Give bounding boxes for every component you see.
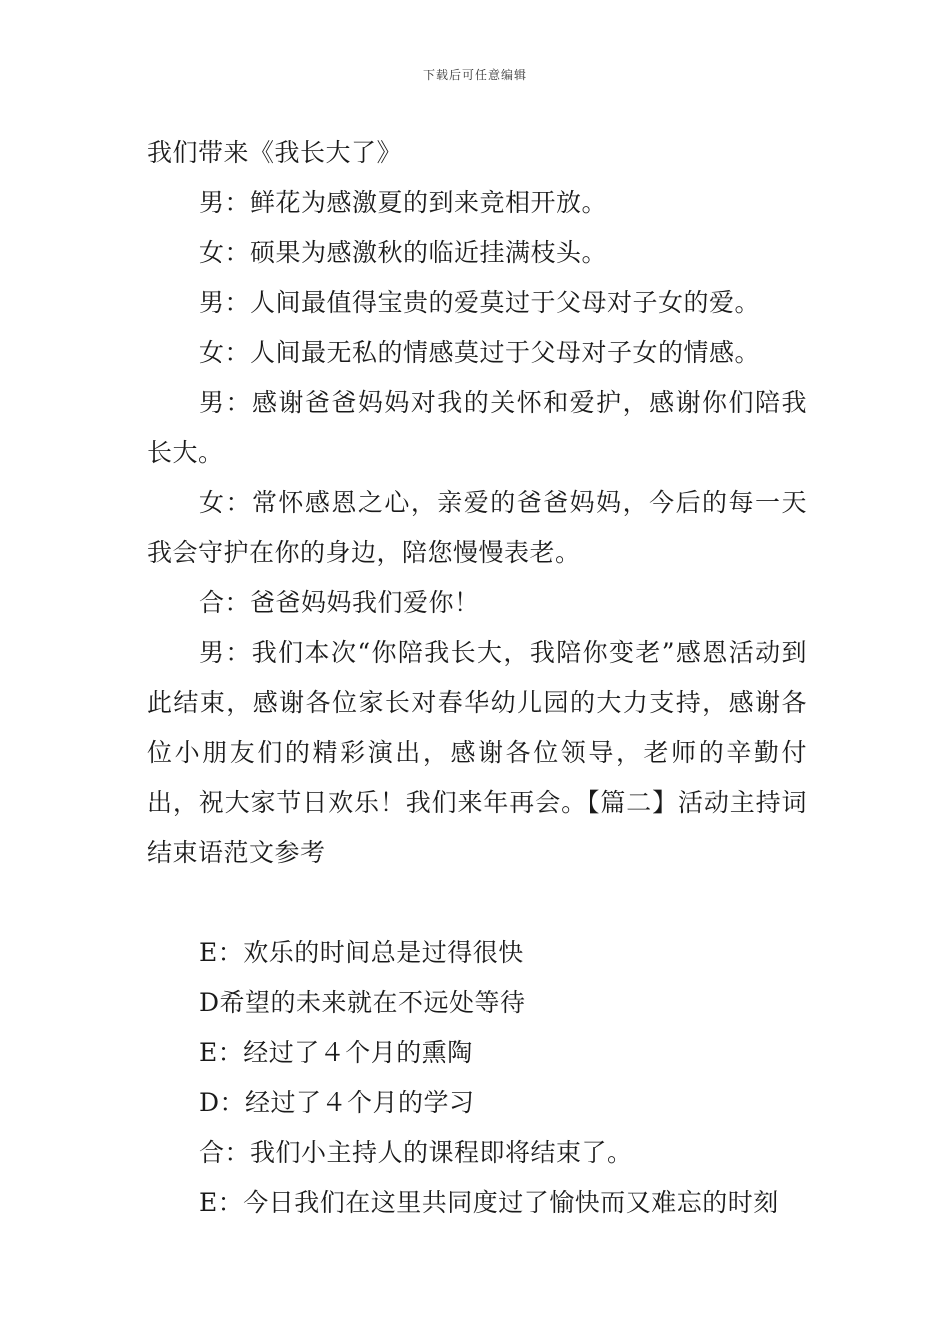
page-header: 下载后可任意编辑 (422, 68, 527, 82)
paragraph: 女：常怀感恩之心，亲爱的爸爸妈妈，今后的每一天我会守护在你的身边，陪您慢慢表老。 (147, 488, 807, 567)
paragraph: D希望的未来就在不远处等待 (199, 988, 526, 1017)
paragraph: E：经过了４个月的熏陶 (199, 1038, 473, 1067)
paragraph: 女：人间最无私的情感莫过于父母对子女的情感。 (199, 338, 761, 367)
paragraph: 男：人间最值得宝贵的爱莫过于父母对子女的爱。 (199, 288, 761, 317)
paragraph: D：经过了４个月的学习 (199, 1088, 475, 1117)
paragraph: 男：鲜花为感激夏的到来竞相开放。 (199, 188, 608, 217)
paragraph: 我们带来《我长大了》 (147, 138, 403, 167)
paragraph: 合：我们小主持人的课程即将结束了。 (199, 1138, 633, 1167)
paragraph: 男：我们本次“你陪我长大，我陪你变老”感恩活动到此结束，感谢各位家长对春华幼儿园的大力支持，感谢各位小朋友们的精彩演出，感谢各位领导，老师的辛勤付出，祝大家节日欢乐！我们来年再会。【篇二】活动主持词结束语范文参考 (147, 638, 807, 867)
paragraph: E：欢乐的时间总是过得很快 (199, 938, 524, 967)
section-break (147, 878, 807, 928)
paragraph: 合：爸爸妈妈我们爱你！ (199, 588, 480, 617)
paragraph: 女：硕果为感激秋的临近挂满枝头。 (199, 238, 608, 267)
paragraph: E：今日我们在这里共同度过了愉快而又难忘的时刻 (199, 1188, 779, 1217)
document-body (147, 128, 807, 1228)
paragraph: 男：感谢爸爸妈妈对我的关怀和爱护，感谢你们陪我长大。 (147, 388, 807, 467)
